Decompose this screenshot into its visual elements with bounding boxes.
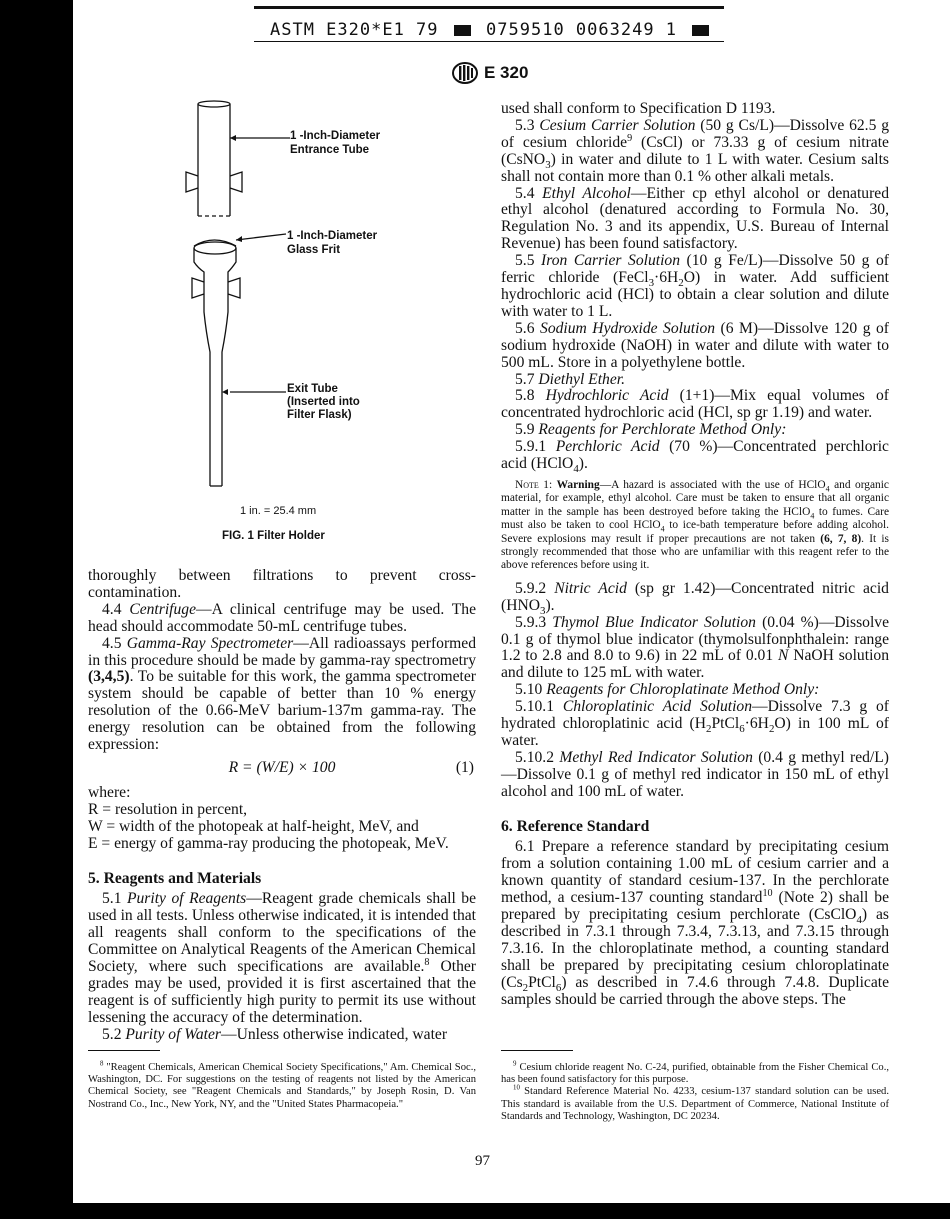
scan-border-bottom: [0, 1203, 950, 1219]
paragraph-5-9-3: 5.9.3 Thymol Blue Indicator Solution (0.04 %)—Dissolve 0.1 g of thymol blue indicator (thymolsulfonphthalein: range 1.2 to 2.8 and 8.0 to 9.6) in 22 mL of 0.01 N NaOH solution and dilute to 125 mL with water.: [501, 613, 889, 682]
paragraph-5-3: 5.3 Cesium Carrier Solution (50 g Cs/L)—Dissolve 62.5 g of cesium chloride$^9$ (CsCl) or 73.33 g of cesium nitrate (CsNO$_3$) in water and dilute to 1 L with water. Cesium salts shall not contain more than 0.1 % other alkali metals.: [501, 116, 890, 185]
redaction-block: [692, 25, 709, 36]
figure-label-entrance-tube: 1 -Inch-Diameter Entrance Tube: [290, 130, 381, 156]
paragraph-4-5: 4.5 Gamma-Ray Spectrometer—All radioassays performed in this procedure should be made by gamma-ray spectrometry (3,4,5). To be suitable for this work, the gamma spectrometer system should be capable of better than 10 % energy resolution of the 0.66-MeV barium-137m gamma-ray. The energy resolution can be obtained from the following expression:: [88, 634, 476, 754]
figure-label-glass-frit: 1 -Inch-Diameter Glass Frit: [287, 230, 378, 256]
right-column: [501, 101, 889, 1009]
paragraph-5-7: 5.7 Diethyl Ether.: [515, 370, 626, 388]
definition-w: W = width of the photopeak at half-height, MeV, and: [88, 817, 419, 835]
left-column: [88, 568, 476, 1044]
definition-r: R = resolution in percent,: [88, 800, 248, 818]
paragraph-5-2: 5.2 Purity of Water—Unless otherwise indicated, water: [102, 1025, 448, 1043]
paragraph-5-5: 5.5 Iron Carrier Solution (10 g Fe/L)—Dissolve 50 g of ferric chloride $(FeCl_3\cdot 6H_2O)$ in water. Add sufficient hydrochloric acid (HCl) to obtain a clear solution and dilute with water to 1 L.: [501, 252, 889, 320]
document-code: ASTM E320*E1 79 0759510 0063249 1: [270, 20, 713, 40]
footnote-10: $^{10}$ Standard Reference Material No. 4233, cesium-137 standard solution can be used. This standard is available from the U.S. Department of Commerce, National Institute of Standards and Technology, Washington, DC 20234.: [501, 1084, 889, 1122]
note-1-warning: Note 1: Warning—A hazard is associated with the use of HClO$_4$ and organic material, for example, ethyl alcohol. Care must be taken to ensure that all organic matter in the sample has been destroyed before taking the HClO$_4$ to fumes. Care must also be taken to cool HClO$_4$ to ice-bath temperature before adding alcohol. Severe explosions may result if proper precautions are not taken (6, 7, 8). It is strongly recommended that those who are unfamiliar with this reagent refer to the above references before using it.: [501, 478, 889, 572]
variable-definitions: [88, 785, 476, 853]
equation-1: R = (W/E) × 100 (1): [228, 758, 474, 776]
footnote-rule-right: [501, 1050, 573, 1051]
paragraph-5-10: 5.10 Reagents for Chloroplatinate Method Only:: [515, 681, 820, 699]
paragraph-continuation: thoroughly between filtrations to prevent cross-contamination.: [88, 567, 476, 601]
redaction-block: [454, 25, 471, 36]
paragraph-5-9: 5.9 Reagents for Perchlorate Method Only:: [515, 421, 787, 439]
astm-standard-header: [452, 62, 528, 84]
astm-logo-icon: [452, 62, 478, 84]
paragraph-5-8: 5.8 Hydrochloric Acid (1+1)—Mix equal volumes of concentrated hydrochloric acid (HCl, sp gr 1.19) and water.: [501, 387, 889, 422]
footnote-rule-left: [88, 1050, 160, 1051]
paragraph-5-4: 5.4 Ethyl Alcohol—Either cp ethyl alcohol or denatured ethyl alcohol (denatured according to Formula No. 30, Regulation No. 3 and its appendix, U.S. Bureau of Internal Revenue) has been found satisfactory.: [501, 184, 890, 253]
definition-e: E = energy of gamma-ray producing the photopeak, MeV.: [88, 834, 449, 852]
section-5-heading: 5. Reagents and Materials: [88, 869, 262, 887]
paragraph-4-4: 4.4 Centrifuge—A clinical centrifuge may be used. The head should accommodate 50-mL centrifuge tubes.: [88, 600, 476, 635]
paragraph-5-10-2: 5.10.2 Methyl Red Indicator Solution (0.4 g methyl red/L)—Dissolve 0.1 g of methyl red indicator in 150 mL of ethyl alcohol and 100 mL of water.: [501, 748, 889, 800]
paragraph-5-6: 5.6 Sodium Hydroxide Solution (6 M)—Dissolve 120 g of sodium hydroxide (NaOH) in water and dilute with water to 500 mL. Store in a polyethylene bottle.: [501, 319, 890, 371]
footnote-9: $^9$ Cesium chloride reagent No. C-24, purified, obtainable from the Fisher Chemical Co., has been found satisfactory for this purpose.: [501, 1060, 889, 1086]
scan-border-left: [0, 0, 73, 1219]
page-number: 97: [475, 1153, 490, 1169]
where-label: where:: [88, 783, 131, 801]
paragraph-continuation-right: used shall conform to Specification D 1193.: [501, 100, 776, 117]
footnotes-right: [501, 1062, 889, 1123]
standard-number: E 320: [484, 63, 529, 82]
paragraph-6-1: 6.1 Prepare a reference standard by precipitating cesium from a solution containing 1.00 mL of cesium carrier and a known quantity of standard cesium-137. In the perchlorate method, a cesium-137 counting standard$^{10}$ (Note 2) shall be prepared by precipitating cesium perchlorate (CsClO$_4$) as described in 7.3.1 through 7.3.4, 7.3.13, and 7.3.15 through 7.3.16. In the chloroplatinate method, a counting standard shall be prepared by precipitating cesium chloroplatinate $(Cs_2PtCl_6)$ as described in 7.4.6 through 7.4.8. Duplicate samples should be carried through the above steps. The: [501, 838, 889, 1008]
paragraph-5-10-1: 5.10.1 Chloroplatinic Acid Solution—Dissolve 7.3 g of hydrated chloroplatinic acid $(H_2PtCl_6\cdot 6H_2O)$ in 100 mL of water.: [501, 698, 889, 749]
figure-label-exit-tube: Exit Tube (Inserted into Filter Flask): [287, 383, 360, 421]
header-rule-top: [254, 6, 724, 9]
paragraph-5-1: 5.1 Purity of Reagents—Reagent grade chemicals shall be used in all tests. Unless otherwise indicated, it is intended that all reagents shall conform to the specifications of the Committee on Analytical Reagents of the American Chemical Society, where such specifications are available.$^8$ Other grades may be used, provided it is first ascertained that the reagent is of sufficiently high purity to permit its use without lessening the accuracy of the determination.: [88, 890, 477, 1026]
figure-caption: FIG. 1 Filter Holder: [222, 530, 325, 542]
figure-scale-note: 1 in. = 25.4 mm: [240, 505, 317, 517]
section-6-heading: 6. Reference Standard: [501, 817, 650, 835]
paragraph-5-9-2: 5.9.2 Nitric Acid (sp gr 1.42)—Concentrated nitric acid $(HNO_3)$.: [501, 579, 889, 617]
header-rule-bottom: [254, 41, 724, 42]
footnotes-left: [88, 1062, 476, 1111]
footnote-8: $^8$ "Reagent Chemicals, American Chemical Society Specifications," Am. Chemical Soc., Washington, DC. For suggestions on the testing of reagents not listed by the American Chemical Society, see "Reagent Chemicals and Standards," by Joseph Rosin, D. Van Nostrand Co., Inc., New York, NY, and the "United States Pharmacopeia.": [88, 1060, 476, 1110]
paragraph-5-9-1: 5.9.1 Perchloric Acid (70 %)—Concentrated perchloric acid (HClO$_4$).: [501, 438, 889, 476]
